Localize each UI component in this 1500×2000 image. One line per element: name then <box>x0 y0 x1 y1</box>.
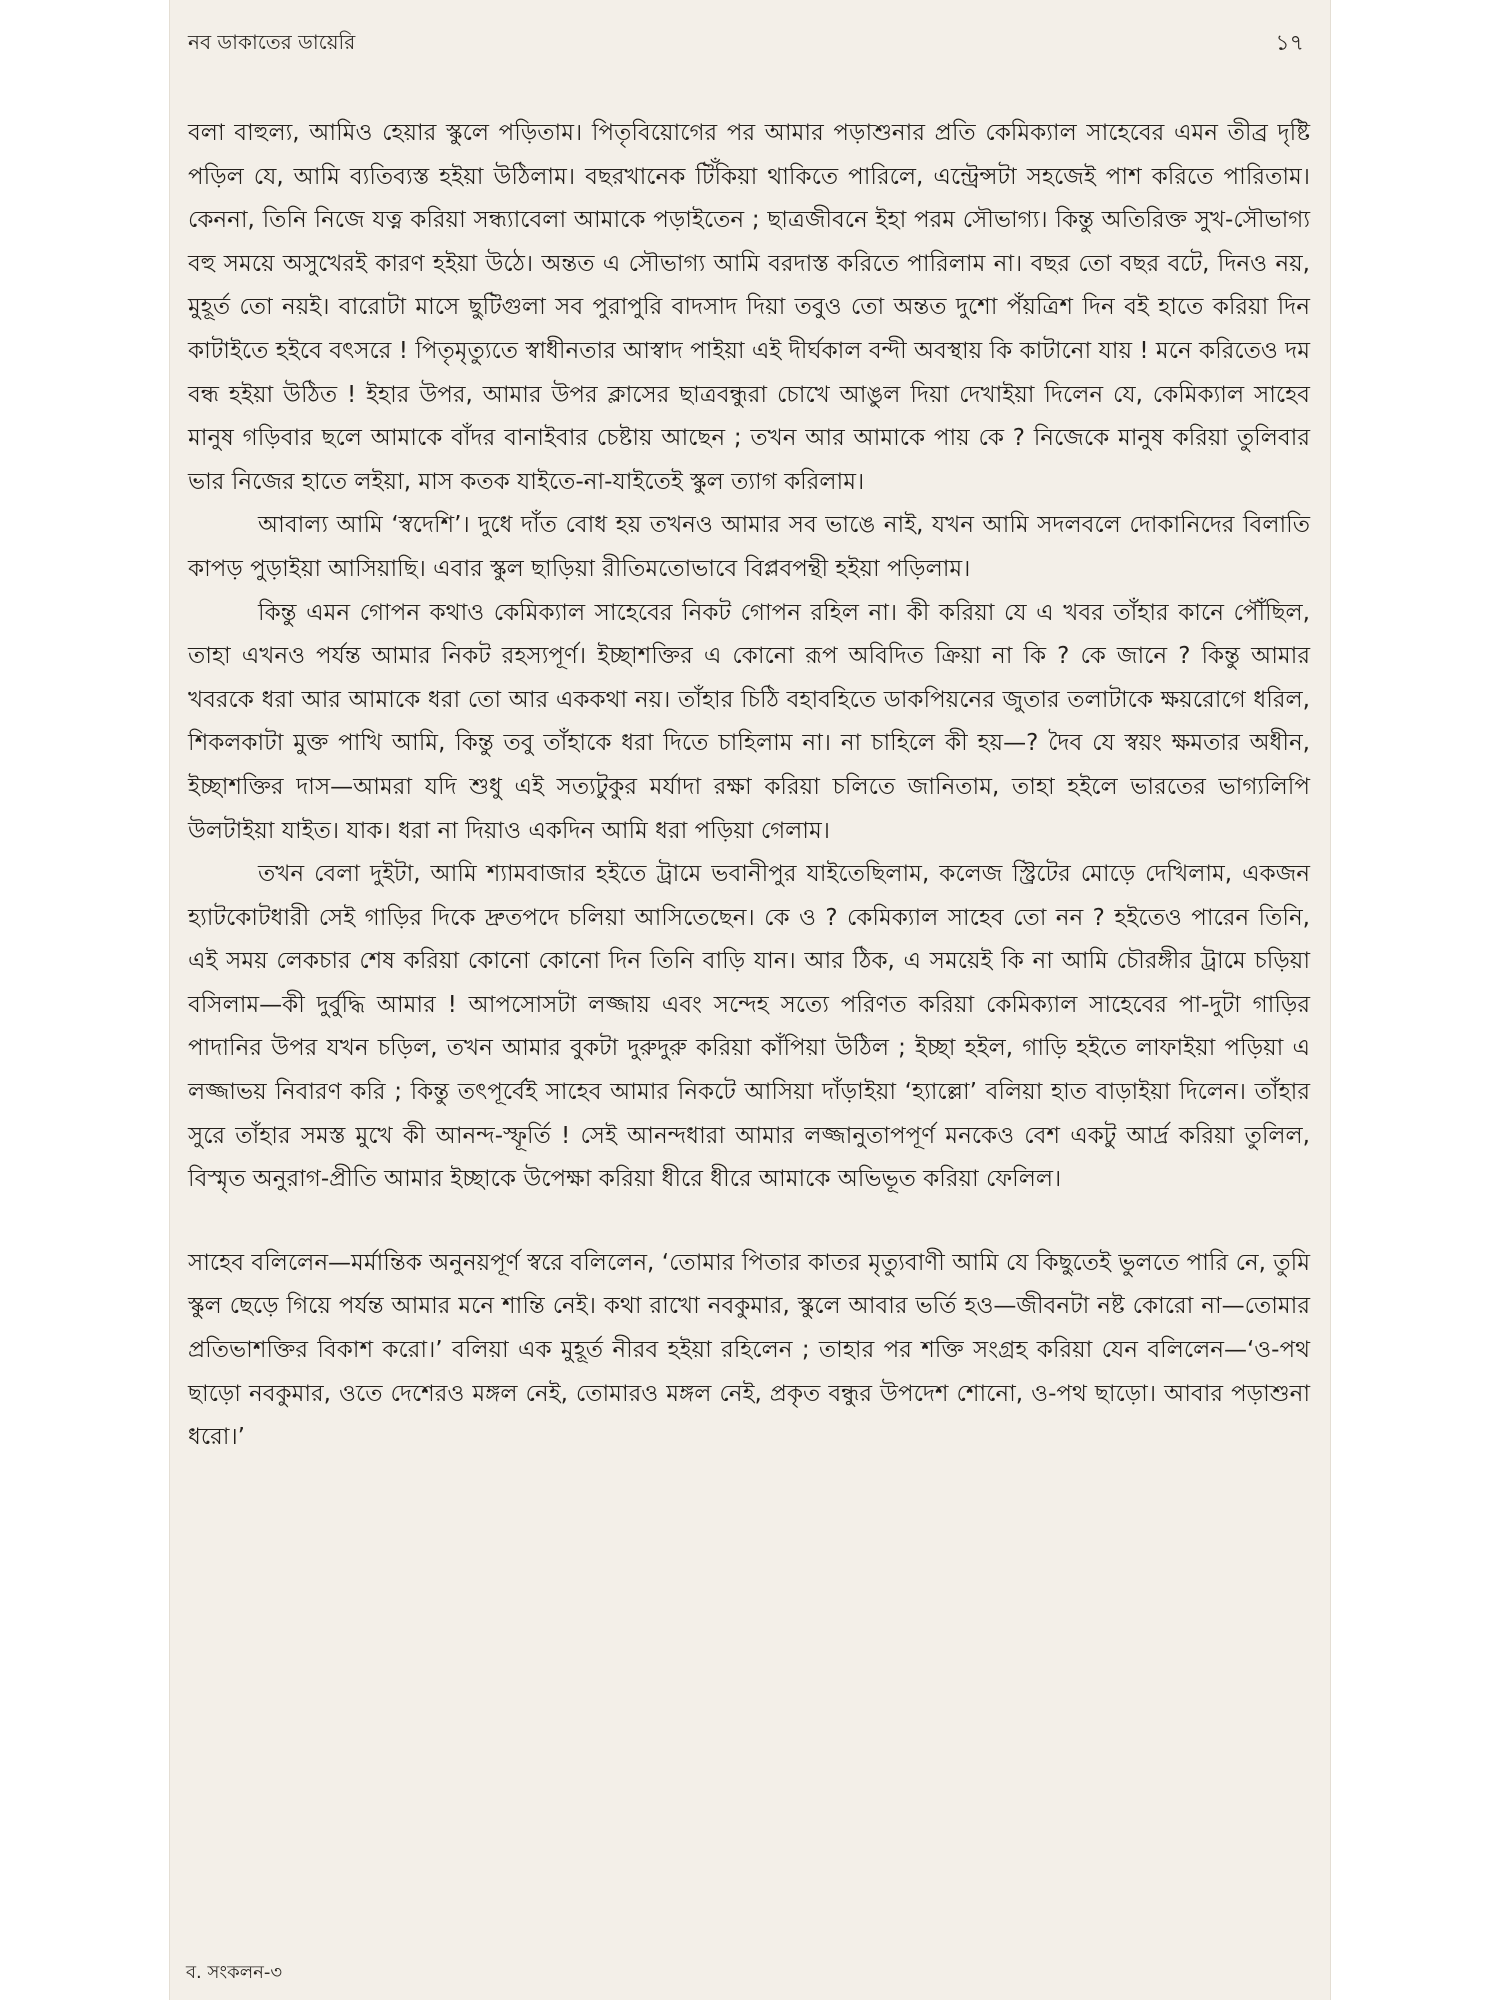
paragraph: কিন্তু এমন গোপন কথাও কেমিক্যাল সাহেবের নিকট গোপন রহিল না। কী করিয়া যে এ খবর তাঁহার কানে পৌঁছিল, তাহা এখনও পর্যন্ত আমার নিকট রহস্যপূর্ণ। ইচ্ছাশক্তির এ কোনো রূপ অবিদিত ক্রিয়া না কি ? কে জানে ? কিন্তু আমার খবরকে ধরা আর আমাকে ধরা তো আর এককথা নয়। তাঁহার চিঠি বহাবহিতে ডাকপিয়নের জুতার তলাটাকে ক্ষয়রোগে ধরিল, শিকলকাটা মুক্ত পাখি আমি, কিন্তু তবু তাঁহাকে ধরা দিতে চাহিলাম না। না চাহিলে কী হয়—? দৈব যে স্বয়ং ক্ষমতার অধীন, ইচ্ছাশক্তির দাস—আমরা যদি শুধু এই সত্যটুকুর মর্যাদা রক্ষা করিয়া চলিতে জানিতাম, তাহা হইলে ভারতের ভাগ্যলিপি উলটাইয়া যাইত। যাক। ধরা না দিয়াও একদিন আমি ধরা পড়িয়া গেলাম। <box>188 599 1310 844</box>
paragraph: সাহেব বলিলেন—মর্মান্তিক অনুনয়পূর্ণ স্বরে বলিলেন, ‘তোমার পিতার কাতর মৃত্যুবাণী আমি যে কিছুতেই ভুলতে পারি নে, তুমি স্কুল ছেড়ে গিয়ে পর্যন্ত আমার মনে শান্তি নেই। কথা রাখো নবকুমার, স্কুলে আবার ভর্তি হও—জীবনটা নষ্ট কোরো না—তোমার প্রতিভাশক্তির বিকাশ করো।’ বলিয়া এক মুহূর্ত নীরব হইয়া রহিলেন ; তাহার পর শক্তি সংগ্রহ করিয়া যেন বলিলেন—‘ও-পথ ছাড়ো নবকুমার, ওতে দেশেরও মঙ্গল নেই, তোমারও মঙ্গল নেই, প্রকৃত বন্ধুর উপদেশ শোনো, ও-পথ ছাড়ো। আবার পড়াশুনা ধরো।’ <box>188 1249 1310 1451</box>
page-number: ১৭ <box>1275 31 1304 56</box>
paragraph: তখন বেলা দুইটা, আমি শ্যামবাজার হইতে ট্রামে ভবানীপুর যাইতেছিলাম, কলেজ স্ট্রিটের মোড়ে দেখিলাম, একজন হ্যাটকোটধারী সেই গাড়ির দিকে দ্রুতপদে চলিয়া আসিতেছেন। কে ও ? কেমিক্যাল সাহেব তো নন ? হইতেও পারেন তিনি, এই সময় লেকচার শেষ করিয়া কোনো কোনো দিন তিনি বাড়ি যান। আর ঠিক, এ সময়েই কি না আমি চৌরঙ্গীর ট্রামে চড়িয়া বসিলাম—কী দুর্বুদ্ধি আমার ! আপসোসটা লজ্জায় এবং সন্দেহ সত্যে পরিণত করিয়া কেমিক্যাল সাহেবের পা-দুটা গাড়ির পাদানির উপর যখন চড়িল, তখন আমার বুকটা দুরুদুরু করিয়া কাঁপিয়া উঠিল ; ইচ্ছা হইল, গাড়ি হইতে লাফাইয়া পড়িয়া এ লজ্জাভয় নিবারণ করি ; কিন্তু তৎপূর্বেই সাহেব আমার নিকটে আসিয়া দাঁড়াইয়া ‘হ্যাল্লো’ বলিয়া হাত বাড়াইয়া দিলেন। তাঁহার সুরে তাঁহার সমস্ত মুখে কী আনন্দ-স্ফূর্তি ! সেই আনন্দধারা আমার লজ্জানুতাপপূর্ণ মনকেও বেশ একটু আর্দ্র করিয়া তুলিল, বিস্মৃত অনুরাগ-প্রীতি আমার ইচ্ছাকে উপেক্ষা করিয়া ধীরে ধীরে আমাকে অভিভূত করিয়া ফেলিল। <box>188 861 1310 1193</box>
paragraph: আবাল্য আমি ‘স্বদেশি’। দুধে দাঁত বোধ হয় তখনও আমার সব ভাঙে নাই, যখন আমি সদলবলে দোকানিদের বিলাতি কাপড় পুড়াইয়া আসিয়াছি। এবার স্কুল ছাড়িয়া রীতিমতোভাবে বিপ্লবপন্থী হইয়া পড়িলাম। <box>188 512 1310 582</box>
running-head: নব ডাকাতের ডায়েরি <box>188 30 356 54</box>
signature-mark: ব. সংকলন-৩ <box>186 1962 283 1983</box>
body-text <box>188 112 1310 1460</box>
paragraph: বলা বাহুল্য, আমিও হেয়ার স্কুলে পড়িতাম। পিতৃবিয়োগের পর আমার পড়াশুনার প্রতি কেমিক্যাল সাহেবের এমন তীব্র দৃষ্টি পড়িল যে, আমি ব্যতিব্যস্ত হইয়া উঠিলাম। বছরখানেক টিঁকিয়া থাকিতে পারিলে, এন্ট্রেন্সটা সহজেই পাশ করিতে পারিতাম। কেননা, তিনি নিজে যত্ন করিয়া সন্ধ্যাবেলা আমাকে পড়াইতেন ; ছাত্রজীবনে ইহা পরম সৌভাগ্য। কিন্তু অতিরিক্ত সুখ-সৌভাগ্য বহু সময়ে অসুখেরই কারণ হইয়া উঠে। অন্তত এ সৌভাগ্য আমি বরদাস্ত করিতে পারিলাম না। বছর তো বছর বটে, দিনও নয়, মুহূর্ত তো নয়ই। বারোটা মাসে ছুটিগুলা সব পুরাপুরি বাদসাদ দিয়া তবুও তো অন্তত দুশো পঁয়ত্রিশ দিন বই হাতে করিয়া দিন কাটাইতে হইবে বৎসরে ! পিতৃমৃত্যুতে স্বাধীনতার আস্বাদ পাইয়া এই দীর্ঘকাল বন্দী অবস্থায় কি কাটানো যায় ! মনে করিতেও দম বন্ধ হইয়া উঠিত ! ইহার উপর, আমার উপর ক্লাসের ছাত্রবন্ধুরা চোখে আঙুল দিয়া দেখাইয়া দিলেন যে, কেমিক্যাল সাহেব মানুষ গড়িবার ছলে আমাকে বাঁদর বানাইবার চেষ্টায় আছেন ; তখন আর আমাকে পায় কে ? নিজেকে মানুষ করিয়া তুলিবার ভার নিজের হাতে লইয়া, মাস কতক যাইতে-না-যাইতেই স্কুল ত্যাগ করিলাম। <box>188 120 1310 495</box>
